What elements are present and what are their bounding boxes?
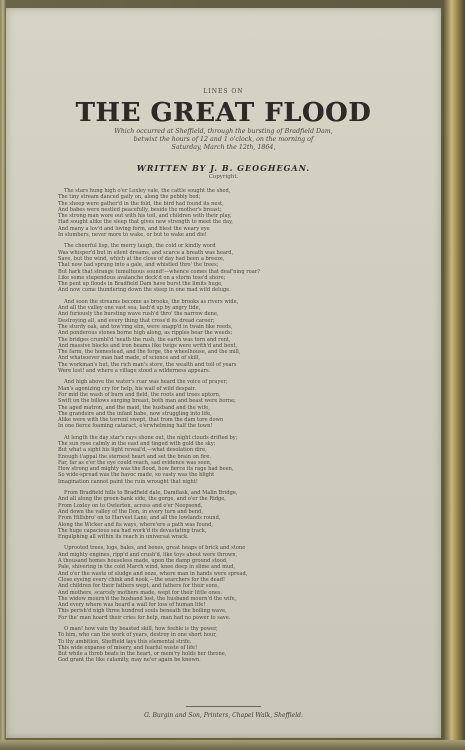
subtitle-line: Which occurred at Sheffield, through the bursting of Bradfield Dam, <box>114 128 333 135</box>
author-line: WRITTEN BY J. B. GEOGHEGAN. <box>136 163 311 173</box>
poem-line: And soon the streams become as brooks, the brooks as rivers wide, <box>64 298 239 305</box>
poem-line: In slumbers, never more to wake, or but to wake and die! <box>58 232 207 239</box>
poem-line: And massive blocks and iron beams like twigs were writh'd and bent, <box>58 342 238 349</box>
poem-line: O man! how vain thy boasted skill, how feeble is thy power, <box>64 626 218 632</box>
poem-line: To him, who can the work of years, destroy in one short hour, <box>58 632 217 639</box>
poem-line: Enough t'appal the sternest heart and set the brain on fire. <box>58 453 212 460</box>
poem-line: This wide expanse of misery, and fearful waste of life! <box>58 644 198 651</box>
poem-line: And babes were nestled peacefully, beside the mother's breast; <box>58 206 222 213</box>
poem-line: In one fierce foaming cataract, o'erwhelming half the town! <box>58 423 213 430</box>
poem-line: The strong man wore out with his toil, and children with their play, <box>58 213 232 220</box>
poem-line: The widow mourn'd the husband lost, the husband mourn'd the wife, <box>58 595 237 602</box>
poem-stanza <box>58 299 398 375</box>
poem-stanza <box>58 379 398 429</box>
poem-line: Far, far as e'er the eye could reach, sad evidence was seen, <box>58 459 212 466</box>
poem-line: At length the day star's rays shone out, the night clouds drifted by; <box>64 434 238 441</box>
poem-line: From Hillsbro' on to Harvest Lane, and all the lowlands round, <box>58 515 221 522</box>
lines-on-heading: LINES ON <box>203 88 244 95</box>
poem-line: Destroying all, and every thing that cross'd its dread career; <box>58 317 215 324</box>
poem-line: The huge capacious sea had work'd its devastating track, <box>58 527 207 534</box>
poem-line: For mid the wash of burn and field, the roots and trees uptorn, <box>58 391 221 398</box>
poem-line: Alike were with the torrent swept, that from the dam tore down <box>58 417 224 424</box>
printed-sheet <box>6 8 441 738</box>
poem-line: And all along the green-bank side, the gorge, and o'er the Ridge, <box>58 496 226 503</box>
poem-line: A thousand homes houseless made, upon the damp ground stood, <box>58 558 228 565</box>
poem-line: And whatsoever man had made, of science and of skill, <box>58 355 200 362</box>
poem-line: Swift on the billows surging breast, both man and beast were borne; <box>58 398 236 405</box>
poem-line: That now had sprung into a gale, and whistled thro' the trees; <box>58 262 219 269</box>
poem-line: But hark that strange tumultuous sound!—whence comes that deaf'ning roar? <box>58 268 260 275</box>
poem-line: And ponderous stones borne high along, as ripples bear the weeds; <box>58 330 233 337</box>
poem-stanza <box>58 490 398 540</box>
poem-stanza <box>58 626 398 664</box>
poem-line: The cheerful lisp, the merry laugh, the cold or kindly word <box>64 243 216 250</box>
frame-edge-right <box>443 0 465 750</box>
poem-line: Was whisper'd but in silent dreams, and scarce a breath was heard, <box>58 249 234 256</box>
frame-edge-bottom <box>0 740 465 750</box>
poem-line: And many a lov'd and loving form, and blest the weary eye <box>58 225 210 232</box>
poem-stanza <box>58 243 398 293</box>
subtitle-line: betwixt the hours of 12 and 1 o'clock, on the morning of <box>133 136 314 143</box>
poem-line: And high above the water's roar was heard the voice of prayer; <box>64 379 228 386</box>
poem-line: And now come thundering down the steep in one mad wild deluge. <box>58 287 231 294</box>
poem-line: From Bradfield hills to Bradfield dale, Damflask, and Malin Bridge, <box>64 490 238 497</box>
poem-line: And mighty engines, ripp'd and crush'd, like toys about were thrown, <box>58 551 238 558</box>
poem-line: But while a throb beats in the heart, or mem'ry holds her throne, <box>58 651 227 658</box>
poem-line: God grant the like calamity, may ne'er again be known. <box>58 657 201 664</box>
poem-line: The sheep were gather'd in the fold, the bird had found its nest, <box>58 200 224 207</box>
poem-line: So wide-spread was the havoc made, so vasty was the blight <box>58 472 215 479</box>
poem-line: And down the valley of the Don, in every turn and bend, <box>58 508 203 515</box>
poem-line: The bridges crumbl'd 'neath the rush, the earth was torn and rent, <box>58 336 231 343</box>
poem-line: But what a sight his light reveal'd,—what desolation dire, <box>58 447 207 454</box>
poem-stanza <box>58 435 398 485</box>
poem-line: For the' man hoard their cries for help, man had no power to save. <box>58 614 231 621</box>
printer-imprint: G. Burgin and Son, Printers, Chapel Walk, Sheffield. <box>144 712 303 719</box>
poem-stanza <box>58 188 398 238</box>
poem-line: And o'er the waste of sludge and ooze, where man in hands were spread, <box>58 570 248 577</box>
poem-line: Man's agonizing cry for help, his wail of wild despair. <box>58 385 196 392</box>
poem-line: Engulphing all within its reach in universal wrack. <box>58 534 189 541</box>
poem-line: Save, but the wind, which at the close of day had been a breeze, <box>58 255 225 262</box>
subtitle-line: Saturday, March the 12th, 1864, <box>171 144 276 151</box>
poem-line: And furiously the bursting wave rush'd thro' the narrow dene, <box>58 311 219 318</box>
poem-line: The tiny stream danced gaily on, along the pebbly bed; <box>58 194 201 201</box>
poem-line: And children for their fathers wept, and fathers for their sons, <box>58 583 220 590</box>
poem-line: The sun rose calmly in the east and tinged with gold the sky; <box>58 440 216 447</box>
poem-line: The sturdy oak, and tow'ring elm, were snapp'd in twain like reeds, <box>58 323 233 330</box>
poem-line: The workman's hut, the rich man's store, the wealth and toil of years <box>58 361 237 368</box>
poem-line: Pale, shivering in the cold March wind, knee deep in slime and mud, <box>58 564 236 571</box>
poem-line: The pent up floods in Bradfield Dam have burst the limits huge, <box>58 281 223 288</box>
poem-line: Along the Wicker and its ways, where'ere a path was found, <box>58 521 214 528</box>
poem-line: Like some stupendous avalanche deck'd on a storm toss'd shore; <box>58 274 226 281</box>
page-title: THE GREAT FLOOD <box>75 98 372 128</box>
poem-line: Were lost! and where a village stood a wilderness appears. <box>58 368 211 375</box>
poem-body <box>58 188 398 669</box>
copyright-notice: Copyright. <box>208 174 239 180</box>
poem-stanza <box>58 545 398 621</box>
poem-line: And mothers, scarcely mothers made, wept for their little ones. <box>58 589 223 596</box>
poem-line: From Loxley on to Owlerton, across and o'er Neepsend, <box>58 502 203 509</box>
poem-line: Close eyeing every chink and nook,—the searchers for the dead! <box>58 576 225 583</box>
poem-line: And all the valley one vast sea, lash'd up by angry tide, <box>58 305 201 312</box>
poem-line: Had sought alike the sleep that gives new strength to meet the day, <box>58 219 233 226</box>
divider <box>186 706 261 707</box>
poem-line: Imagination cannot paint the ruin wrought that night! <box>58 478 198 485</box>
poem-line: To thy ambition, Sheffield lays this elemental strife. <box>58 638 192 645</box>
poem-line: The stars hung high o'er Loxley vale, the cattle sought the shed, <box>64 188 231 194</box>
poem-line: How strong and mighty was the flood, how fierce its rage had been, <box>58 466 234 473</box>
poem-line: And every where was heard a wail for loss of human life! <box>58 602 206 609</box>
poem-line: The farm, the homestead, and the forge, the wheelhouse, and the mill, <box>58 349 241 356</box>
poem-line: This perish'd nigh three hundred souls beneath the boiling wave, <box>58 608 227 615</box>
poem-line: The aged matron, and the maid, the husband and the wife, <box>58 404 210 411</box>
poem-line: The grandsire and the infant babe, now struggling into life, <box>58 410 212 417</box>
poem-line: Uprooted trees, logs, bales, and boxes, great heaps of brick and stone <box>64 545 246 552</box>
subtitle <box>66 128 381 152</box>
